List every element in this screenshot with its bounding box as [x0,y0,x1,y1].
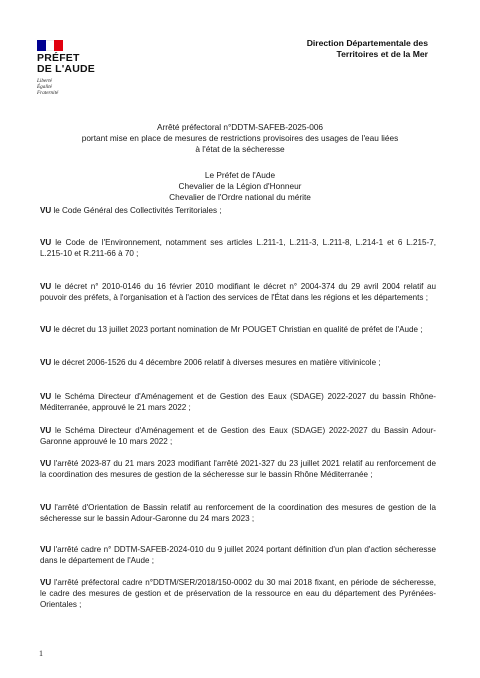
devise-liberte: Liberté [37,78,52,84]
prefet-line-1: Le Préfet de l'Aude [204,170,276,180]
visa-paragraph [40,459,436,481]
vu-label: VU [40,459,52,468]
visa-paragraph [40,206,436,217]
page-number: 1 [39,649,43,658]
vu-label: VU [40,426,52,435]
visa-paragraph [40,545,436,567]
visa-paragraph [40,358,436,369]
visa-text: le Code de l'Environnement, notamment ses articles L.211-1, L.211-3, L.211-8, L.214-1 et 6 L.215-7, L.215-10 et R.211-66 à 70 ; [40,238,436,258]
devise-egalite: Égalité [37,84,52,91]
visa-text: le décret 2006-1526 du 4 décembre 2006 relatif à diverses mesures en matière vitivinicole ; [51,358,381,367]
visa-text: l'arrêté 2023-87 du 21 mars 2023 modifiant l'arrêté 2021-327 du 23 juillet 2021 relatif au renforcement de la coordination des mesures de gestion de la sécheresse sur le bassin Rhône Méditerranée ; [40,459,436,479]
visa-paragraph [40,392,436,414]
visa-paragraph [40,238,436,260]
title-line-2: portant mise en place de mesures de restrictions provisoires des usages de l'eau liées [81,132,399,143]
title-line-3: à l'état de la sécheresse [195,143,285,154]
prefet-line-3: Chevalier de l'Ordre national du mérite [169,191,311,202]
vu-label: VU [40,578,52,587]
vu-label: VU [40,325,52,334]
logo-line-2: DE L'AUDE [37,63,95,75]
visa-paragraph [40,282,436,304]
vu-label: VU [40,503,52,512]
visa-text: l'arrêté d'Orientation de Bassin relatif au renforcement de la coordination des mesures de gestion de la sécheresse sur le bassin Adour-Garonne du 24 mars 2023 ; [40,503,436,523]
devise [37,78,117,97]
visa-text: l'arrêté préfectoral cadre n°DDTM/SER/2018/150-0002 du 30 mai 2018 fixant, en période de sécheresse, le cadre des mesures de gestion et de préservation de la ressource en eau du département des Pyrénées-Orientales ; [40,578,436,609]
arrete-title [40,122,440,154]
prefet-titles [40,170,440,202]
visa-text: le Schéma Directeur d'Aménagement et de Gestion des Eaux (SDAGE) 2022-2027 du Bassin Adour-Garonne approuvé le 10 mars 2022 ; [40,426,436,446]
direction-line-2: Territoires et de la Mer [336,49,428,59]
prefet-logo [37,40,117,97]
french-flag-icon [37,40,63,51]
visa-text: le décret n° 2010-0146 du 16 février 2010 modifiant le décret n° 2004-374 du 29 avril 2004 relatif au pouvoir des préfets, à l'organisation et à l'action des services de l'État dans les régions et les départements ; [40,282,436,302]
prefet-line-2: Chevalier de la Légion d'Honneur [178,180,302,191]
issuing-direction [307,38,428,60]
vu-label: VU [40,206,52,215]
devise-fraternite: Fraternité [37,90,59,97]
vu-label: VU [40,392,52,401]
visa-paragraph [40,426,436,448]
visa-paragraph [40,325,436,336]
vu-label: VU [40,282,52,291]
vu-label: VU [40,358,52,367]
visa-text: l'arrêté cadre n° DDTM-SAFEB-2024-010 du 9 juillet 2024 portant définition d'un plan d'action sécheresse dans le département de l'Aude ; [40,545,436,565]
visa-paragraph [40,503,436,525]
vu-label: VU [40,238,52,247]
direction-line-1: Direction Départementale des [306,38,428,48]
vu-label: VU [40,545,52,554]
visa-paragraph [40,578,436,611]
title-line-1: Arrêté préfectoral n°DDTM-SAFEB-2025-006 [156,122,324,132]
visa-text: le Schéma Directeur d'Aménagement et de Gestion des Eaux (SDAGE) 2022-2027 du bassin Rhône-Méditerranée, approuvé le 21 mars 2022 ; [40,392,436,412]
logo-line-1: PRÉFET [37,52,80,64]
visa-text: le décret du 13 juillet 2023 portant nomination de Mr POUGET Christian en qualité de préfet de l'Aude ; [51,325,423,334]
visa-text: le Code Général des Collectivités Territoriales ; [51,206,222,215]
